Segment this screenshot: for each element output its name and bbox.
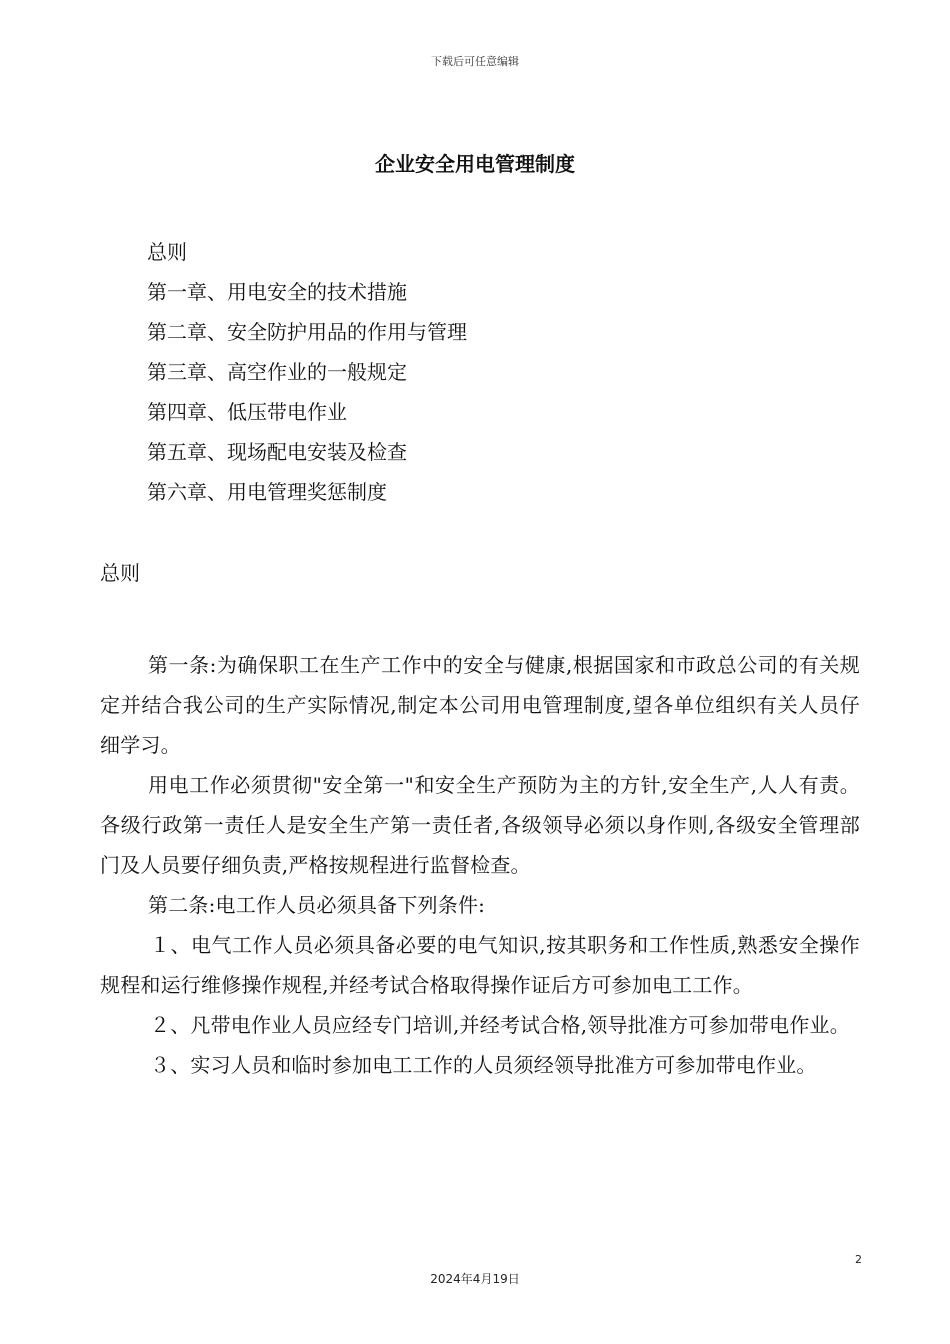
toc-item-chapter-4: 第四章、低压带电作业 — [147, 400, 347, 424]
body-text — [100, 645, 860, 1085]
paragraph-item-3: ３、实习人员和临时参加电工工作的人员须经领导批准方可参加带电作业。 — [150, 1053, 817, 1077]
document-title: 企业安全用电管理制度 — [375, 152, 575, 176]
toc-item-chapter-3: 第三章、高空作业的一般规定 — [147, 360, 407, 384]
toc-item-chapter-5: 第五章、现场配电安装及检查 — [147, 440, 407, 464]
paragraph-safety-policy: 用电工作必须贯彻"安全第一"和安全生产预防为主的方针,安全生产,人人有责。各级行政第一责任人是安全生产第一责任者,各级领导必须以身作则,各级安全管理部门及人员要仔细负责,严格按规程进行监督检查。 — [100, 773, 860, 877]
toc-item-chapter-2: 第二章、安全防护用品的作用与管理 — [147, 320, 467, 344]
header-note: 下载后可任意编辑 — [431, 55, 519, 68]
paragraph-article-1: 第一条:为确保职工在生产工作中的安全与健康,根据国家和市政总公司的有关规定并结合我公司的生产实际情况,制定本公司用电管理制度,望各单位组织有关人员仔细学习。 — [100, 653, 860, 757]
paragraph-article-2: 第二条:电工作人员必须具备下列条件: — [148, 893, 486, 917]
table-of-contents — [147, 232, 847, 512]
toc-item-chapter-1: 第一章、用电安全的技术措施 — [147, 280, 407, 304]
section-heading-general: 总则 — [100, 561, 140, 585]
toc-item-general: 总则 — [147, 240, 187, 264]
paragraph-item-1: １、电气工作人员必须具备必要的电气知识,按其职务和工作性质,熟悉安全操作规程和运行维修操作规程,并经考试合格取得操作证后方可参加电工工作。 — [100, 933, 860, 997]
footer-date: 2024年4月19日 — [430, 1272, 520, 1286]
toc-item-chapter-6: 第六章、用电管理奖惩制度 — [147, 480, 387, 504]
paragraph-item-2: ２、凡带电作业人员应经专门培训,并经考试合格,领导批准方可参加带电作业。 — [150, 1013, 850, 1037]
page-number: 2 — [855, 1253, 862, 1266]
